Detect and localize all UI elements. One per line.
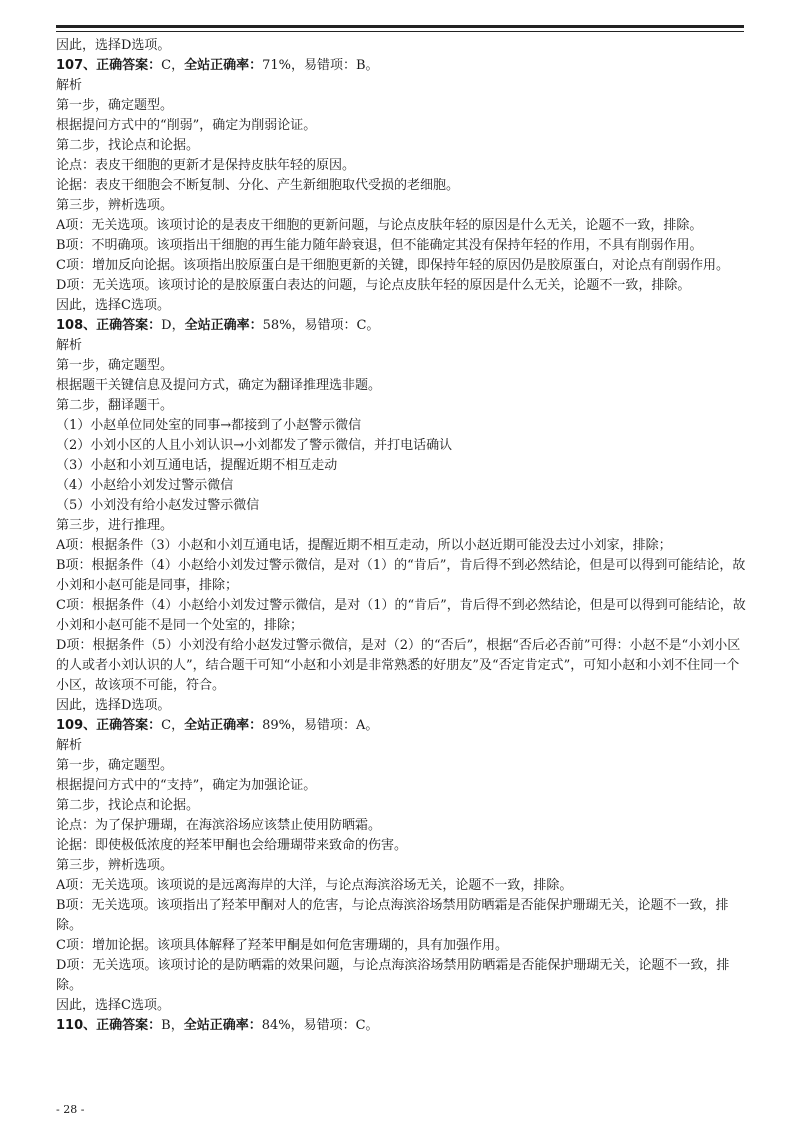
- option-a: A项：无关选项。该项说的是远离海岸的大洋，与论点海滨浴场无关，论题不一致，排除。: [56, 878, 573, 893]
- answer-value: C，: [161, 58, 185, 73]
- analysis-line: 解析: [56, 738, 83, 753]
- question-109-header: [56, 716, 746, 736]
- rate-value: 58%，易错项：C。: [262, 318, 380, 333]
- option-d: D项：无关选项。该项讨论的是防晒霜的效果问题，与论点海滨浴场禁用防晒霜是否能保护珊瑚无关，论题不一致，排除。: [56, 958, 730, 993]
- analysis-line: 根据提问方式中的“削弱”，确定为削弱论证。: [56, 118, 317, 133]
- answer-label: 108、正确答案：: [56, 318, 162, 333]
- analysis-line: 第一步，确定题型。: [56, 758, 174, 773]
- question-110-header: [56, 1016, 746, 1036]
- analysis-line: 第一步，确定题型。: [56, 358, 174, 373]
- option-a: A项：无关选项。该项讨论的是表皮干细胞的更新问题，与论点皮肤年轻的原因是什么无关，论题不一致，排除。: [56, 218, 703, 233]
- analysis-line: 论点：为了保护珊瑚，在海滨浴场应该禁止使用防晒霜。: [56, 818, 382, 833]
- analysis-line: 解析: [56, 78, 83, 93]
- analysis-line: 第二步，翻译题干。: [56, 398, 174, 413]
- answer-value: D，: [161, 318, 185, 333]
- option-b: B项：无关选项。该项指出了羟苯甲酮对人的危害，与论点海滨浴场禁用防晒霜是否能保护珊瑚无关，论题不一致，排除。: [56, 898, 729, 933]
- condition-line: （3）小赵和小刘互通电话，提醒近期不相互走动: [56, 458, 338, 473]
- analysis-line: 第三步，辨析选项。: [56, 198, 174, 213]
- header-rule-thin: [56, 31, 744, 32]
- condition-line: （1）小赵单位同处室的同事→都接到了小赵警示微信: [56, 418, 362, 433]
- answer-value: B，: [161, 1018, 184, 1033]
- conclusion: 因此，选择D选项。: [56, 698, 171, 713]
- rate-value: 71%，易错项：B。: [262, 58, 379, 73]
- option-b: B项：不明确项。该项指出干细胞的再生能力随年龄衰退，但不能确定其没有保持年轻的作用，不具有削弱作用。: [56, 238, 703, 253]
- analysis-line: 第三步，进行推理。: [56, 518, 174, 533]
- answer-label: 109、正确答案：: [56, 718, 162, 733]
- option-d: D项：根据条件（5）小刘没有给小赵发过警示微信，是对（2）的“否后”，根据“否后必否前”可得：小赵不是“小刘小区的人或者小刘认识的人”，结合题干可知“小赵和小刘是非常熟悉的好朋友”及“否定肯定式”，可知小赵和小刘不住同一个小区，故该项不可能，符合。: [56, 638, 741, 693]
- analysis-line: 论据：即使极低浓度的羟苯甲酮也会给珊瑚带来致命的伤害。: [56, 838, 408, 853]
- analysis-line: 根据提问方式中的“支持”，确定为加强论证。: [56, 778, 317, 793]
- analysis-line: 解析: [56, 338, 83, 353]
- analysis-line: 论据：表皮干细胞会不断复制、分化、产生新细胞取代受损的老细胞。: [56, 178, 460, 193]
- condition-line: （4）小赵给小刘发过警示微信: [56, 478, 234, 493]
- answer-label: 110、正确答案：: [56, 1018, 162, 1033]
- rate-label: 全站正确率：: [184, 58, 263, 73]
- question-107-header: [56, 56, 746, 76]
- rate-label: 全站正确率：: [184, 318, 263, 333]
- question-108-header: [56, 316, 746, 336]
- option-c: C项：增加反向论据。该项指出胶原蛋白是干细胞更新的关键，即保持年轻的原因仍是胶原蛋白，对论点有削弱作用。: [56, 258, 729, 273]
- page-number: - 28 -: [56, 1103, 85, 1116]
- rate-label: 全站正确率：: [183, 1018, 262, 1033]
- condition-line: （5）小刘没有给小赵发过警示微信: [56, 498, 260, 513]
- option-c: C项：增加论据。该项具体解释了羟苯甲酮是如何危害珊瑚的，具有加强作用。: [56, 938, 508, 953]
- answer-value: C，: [161, 718, 185, 733]
- option-b: B项：根据条件（4）小赵给小刘发过警示微信，是对（1）的“肯后”，肯后得不到必然结论，但是可以得到可能结论，故小刘和小赵可能是同事，排除；: [56, 558, 746, 593]
- option-a: A项：根据条件（3）小赵和小刘互通电话，提醒近期不相互走动，所以小赵近期可能没去过小刘家，排除；: [56, 538, 672, 553]
- page-content: [56, 36, 746, 1036]
- option-d: D项：无关选项。该项讨论的是胶原蛋白表达的问题，与论点皮肤年轻的原因是什么无关，论题不一致，排除。: [56, 278, 691, 293]
- answer-label: 107、正确答案：: [56, 58, 162, 73]
- conclusion: 因此，选择C选项。: [56, 298, 170, 313]
- conclusion: 因此，选择C选项。: [56, 998, 170, 1013]
- q106-conclusion: 因此，选择D选项。: [56, 38, 171, 53]
- analysis-line: 第二步，找论点和论据。: [56, 138, 200, 153]
- rate-value: 84%，易错项：C。: [261, 1018, 379, 1033]
- condition-line: （2）小刘小区的人且小刘认识→小刘都发了警示微信，并打电话确认: [56, 438, 453, 453]
- analysis-line: 第三步，辨析选项。: [56, 858, 174, 873]
- analysis-line: 第二步，找论点和论据。: [56, 798, 200, 813]
- rate-label: 全站正确率：: [184, 718, 263, 733]
- option-c: C项：根据条件（4）小赵给小刘发过警示微信，是对（1）的“肯后”，肯后得不到必然结论，但是可以得到可能结论，故小刘和小赵可能不是同一个处室的，排除；: [56, 598, 746, 633]
- rate-value: 89%，易错项：A。: [262, 718, 379, 733]
- analysis-line: 论点：表皮干细胞的更新才是保持皮肤年轻的原因。: [56, 158, 356, 173]
- analysis-line: 第一步，确定题型。: [56, 98, 174, 113]
- analysis-line: 根据题干关键信息及提问方式，确定为翻译推理选非题。: [56, 378, 382, 393]
- header-rule: [56, 25, 744, 28]
